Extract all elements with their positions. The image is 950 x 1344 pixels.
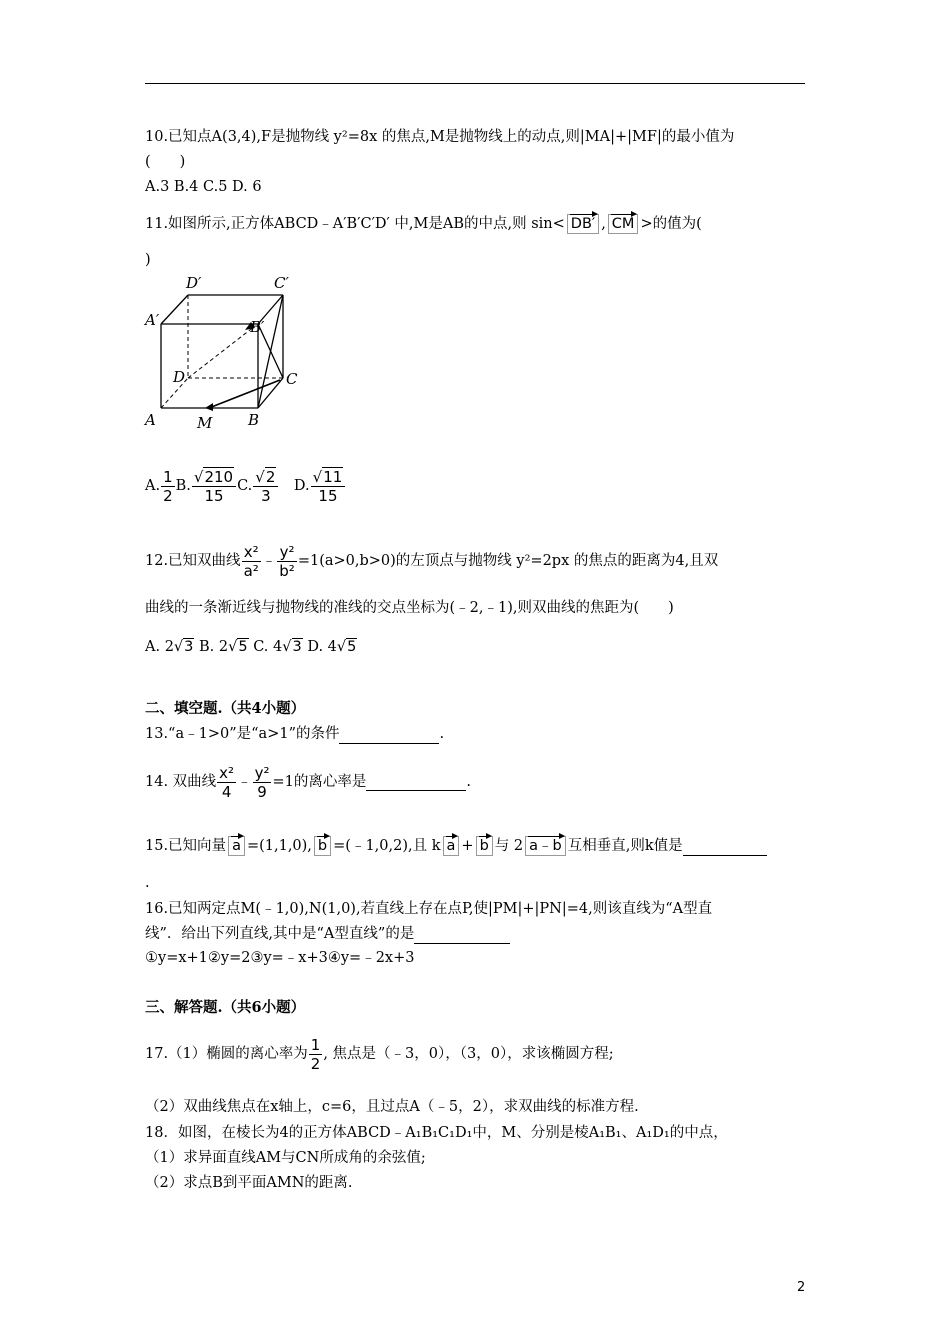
q10-line2: ( ) <box>145 154 186 170</box>
q14-frac-y <box>253 764 272 801</box>
page-number: 2 <box>797 1280 806 1295</box>
q11-opt-d-label: D. <box>279 478 310 494</box>
q11-opt-c-frac <box>253 468 278 505</box>
q14-blank <box>366 774 466 791</box>
vector-a: a <box>228 836 245 856</box>
vector-db-prime: DB′ <box>567 214 599 234</box>
frac-num: 1 <box>163 467 173 486</box>
q12-opt-a-root: √3 <box>173 639 194 655</box>
q15-line2: . <box>145 875 150 891</box>
vector-cm: CM <box>608 214 639 234</box>
label-c: C <box>286 370 298 388</box>
radicand: 11 <box>323 467 343 486</box>
label-dp: D′ <box>186 274 202 292</box>
q12-opt-a: A. 2 <box>145 639 174 655</box>
q17-line1 <box>145 1034 614 1074</box>
q17-line2: （2）双曲线焦点在x轴上，c=6，且过点A（﹣5，2），求双曲线的标准方程. <box>145 1099 639 1115</box>
q10-options: A.3 B.4 C.5 D. 6 <box>145 179 262 195</box>
q14-line <box>145 762 471 802</box>
frac-den: a² <box>243 561 259 580</box>
q11-line2: ) <box>145 252 151 268</box>
q11-options <box>145 466 346 506</box>
frac-den: 15 <box>204 486 224 505</box>
q11-comma: , <box>601 216 606 232</box>
q15-line1 <box>145 836 767 856</box>
q12-opt-b-root: √5 <box>228 639 248 655</box>
label-a: A <box>145 411 156 429</box>
q16-line3: ①y=x+1②y=2③y=﹣x+3④y=﹣2x+3 <box>145 950 415 966</box>
q17-frac <box>309 1036 323 1073</box>
q16-blank <box>414 927 510 944</box>
radicand: 2 <box>265 467 276 486</box>
q15-p5: 互相垂直,则k值是 <box>567 838 683 854</box>
q11-line1 <box>145 214 702 234</box>
radicand: 5 <box>347 639 357 655</box>
q13-end: . <box>439 726 445 742</box>
q16-line1: 16.已知两定点M(﹣1,0),N(1,0),若直线上存在点P,使|PM|+|PN|=4,则该直线为“A型直 <box>145 901 713 917</box>
q12-frac-x <box>242 543 261 580</box>
q17-suffix: , 焦点是（﹣3，0），（3，0），求该椭圆方程; <box>323 1046 614 1062</box>
plus-sign: + <box>461 838 474 854</box>
q12-opt-c: C. 4 <box>248 639 283 655</box>
label-b: B <box>248 411 260 429</box>
q18-line2: （1）求异面直线AM与CN所成角的余弦值; <box>145 1150 426 1166</box>
section-fill-in-title: 二、填空题.（共4小题） <box>145 700 306 717</box>
frac-num: 1 <box>310 1035 321 1054</box>
q12-suffix: =1(a>0,b>0)的左顶点与抛物线 y²=2px 的焦点的距离为4,且双 <box>297 553 719 569</box>
q14-end: . <box>466 774 471 790</box>
vector-a: a <box>443 836 460 856</box>
label-ap: A′ <box>145 311 160 329</box>
minus-sign: ﹣ <box>237 774 252 790</box>
radicand: 5 <box>238 639 248 655</box>
q12-prefix: 12.已知双曲线 <box>145 553 241 569</box>
q11-prefix: 11.如图所示,正方体ABCD﹣A′B′C′D′ 中,M是AB的中点,则 sin< <box>145 216 565 232</box>
radicand: 210 <box>204 467 234 486</box>
frac-den: 2 <box>163 486 173 505</box>
q18-line1: 18．如图，在棱长为4的正方体ABCD﹣A₁B₁C₁D₁中，M、分别是棱A₁B₁、A₁D₁的中点， <box>145 1125 728 1141</box>
frac-num: √210 <box>192 468 236 487</box>
label-cp: C′ <box>274 274 289 292</box>
q18-line3: （2）求点B到平面AMN的距离. <box>145 1175 353 1191</box>
frac-den: 3 <box>261 486 271 505</box>
frac-num: y² <box>277 543 297 562</box>
q12-opt-c-root: √3 <box>282 639 302 655</box>
q14-frac-x <box>217 764 236 801</box>
header-rule <box>145 83 805 84</box>
frac-num: √2 <box>253 468 278 487</box>
label-d: D <box>173 368 186 386</box>
label-m: M <box>197 414 213 432</box>
radicand: 3 <box>292 639 302 655</box>
q15-p1: 15.已知向量 <box>145 838 227 854</box>
q14-suffix: =1的离心率是 <box>272 774 367 790</box>
frac-den: 4 <box>221 782 232 801</box>
minus-sign: ﹣ <box>261 553 277 569</box>
q12-line1 <box>145 541 718 581</box>
q13-blank <box>339 727 439 744</box>
frac-den: 9 <box>257 782 267 801</box>
q13-text: 13.“a﹣1>0”是“a>1”的条件 <box>145 726 340 742</box>
q16-text: 线”．给出下列直线,其中是“A型直线”的是 <box>145 926 415 942</box>
q11-opt-c-label: C. <box>237 478 253 494</box>
frac-den: 15 <box>318 486 338 505</box>
q15-blank <box>683 839 767 856</box>
q17-prefix: 17.（1）椭圆的离心率为 <box>145 1046 308 1062</box>
q15-p2: =(1,1,0), <box>246 838 312 854</box>
vector-b: b <box>476 836 493 856</box>
q12-opt-d: D. 4 <box>302 639 337 655</box>
q11-suffix: >的值为( <box>640 216 702 232</box>
q11-opt-b-label: B. <box>175 478 191 494</box>
q11-opt-b-frac <box>192 468 236 505</box>
q12-opt-d-root: √5 <box>336 639 357 655</box>
frac-num: x² <box>219 763 235 782</box>
q12-opt-b: B. 2 <box>194 639 229 655</box>
radicand: 3 <box>184 639 194 655</box>
q10-line1: 10.已知点A(3,4),F是抛物线 y²=8x 的焦点,M是抛物线上的动点,则|MA|+|MF|的最小值为 <box>145 129 735 145</box>
cube-figure <box>143 270 303 432</box>
vector-a-minus-b: a﹣b <box>525 836 566 856</box>
label-bp: B′ <box>250 318 265 336</box>
vector-b: b <box>314 836 331 856</box>
frac-den: 2 <box>310 1054 321 1073</box>
q13-line <box>145 724 444 744</box>
section-solutions-title: 三、解答题.（共6小题） <box>145 999 306 1016</box>
frac-num: x² <box>242 543 261 562</box>
q12-frac-y <box>277 543 297 580</box>
q15-p4: 与 2 <box>494 838 524 854</box>
q14-prefix: 14. 双曲线 <box>145 774 217 790</box>
q12-line2: 曲线的一条渐近线与抛物线的准线的交点坐标为(﹣2,﹣1),则双曲线的焦距为( ) <box>145 600 674 616</box>
q11-opt-d-frac <box>311 468 346 505</box>
q11-opt-a-label: A. <box>145 478 161 494</box>
q15-p3: =(﹣1,0,2),且 k <box>333 838 441 854</box>
q11-opt-a-frac <box>161 468 175 505</box>
frac-num: y² <box>254 763 270 782</box>
frac-num: √11 <box>311 468 346 487</box>
q16-line2 <box>145 924 510 944</box>
frac-den: b² <box>279 561 295 580</box>
q12-options <box>145 637 357 657</box>
